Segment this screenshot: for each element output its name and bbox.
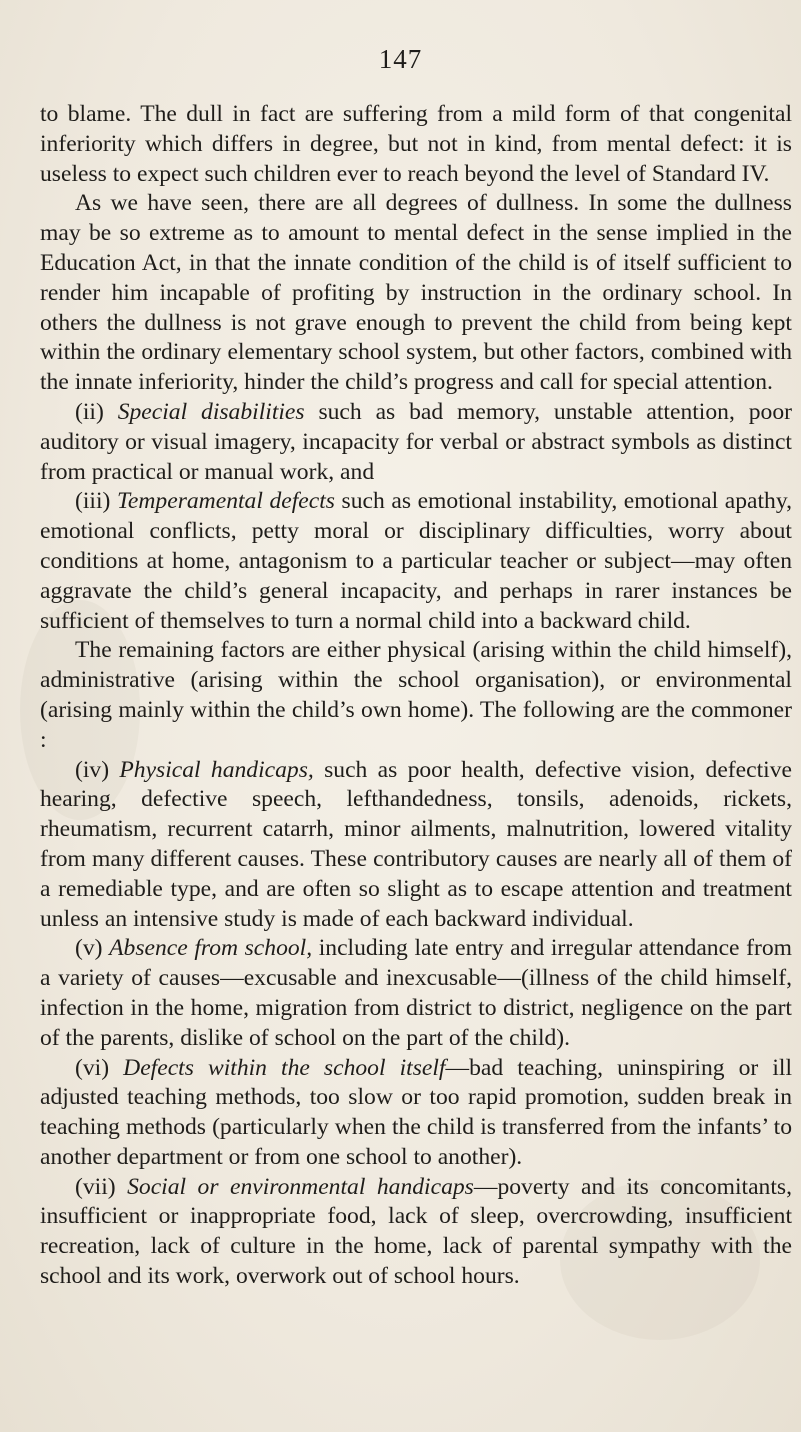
paragraph-special-disabilities (40, 398, 792, 487)
paragraph-dullness (40, 189, 792, 398)
paragraph-temperamental-defects (40, 487, 792, 636)
paragraph-text: such as bad memory, unstable attention, poor auditory or visual imagery, incapacity for verbal or abstract symbols as distinct from practical or manual work, and (40, 398, 792, 485)
item-label: (ii) (75, 398, 104, 425)
item-heading: Temperamental defects (116, 488, 335, 515)
item-label: (iii) (75, 488, 111, 515)
paragraph-text: such as emotional instability, emotional apathy, emotional conflicts, petty moral or disciplinary difficulties, worry about conditions at home, antagonism to a particular teacher or subject—may often aggravate the child’s general incapacity, and perhaps in rarer instances be sufficient of themselves to turn a normal child into a backward child. (40, 488, 792, 634)
item-heading: Physical handicaps, (119, 756, 314, 783)
paragraph-absence-from-school (40, 934, 792, 1053)
paragraph-text: such as poor health, defective vision, defective hearing, defective speech, lefthandedness, tonsils, adenoids, rickets, rheumatism, recurrent catarrh, minor ailments, malnutrition, lowered vitality from many different causes. These contributory causes are nearly all of them of a remediable type, and are often so slight as to escape attention and treatment unless an intensive study is made of each backward individual. (40, 756, 792, 932)
paragraph-text: —poverty and its concomitants, insufficient or inappropriate food, lack of sleep, overcrowding, insufficient recreation, lack of culture in the home, lack of parental sympathy with the school and its work, overwork out of school hours. (40, 1173, 792, 1290)
body-text (40, 100, 792, 1292)
item-heading: Social or environmental handicaps (127, 1173, 474, 1200)
item-label: (vii) (75, 1173, 116, 1200)
item-label: (v) (75, 935, 103, 962)
paragraph-text: The remaining factors are either physical (arising within the child himself), administrative (arising within the school organisation), or environmental (arising mainly within the child’s own home). The following are the commoner : (40, 637, 792, 753)
paragraph-text: —bad teaching, uninspiring or ill adjusted teaching methods, too slow or too rapid promotion, sudden break in teaching methods (particularly when the child is transferred from the infants’ to another department or from one school to another). (40, 1054, 793, 1170)
paragraph-text: including late entry and irregular attendance from a variety of causes—excusable and inexcusable—(illness of the child himself, infection in the home, migration from district to district, negligence on the part of the parents, dislike of school on the part of the child). (40, 935, 792, 1051)
page-number: 147 (378, 44, 423, 74)
item-heading: Absence from school, (109, 935, 313, 962)
paragraph-text: As we have seen, there are all degrees of dullness. In some the dullness may be so extreme as to amount to mental defect in the sense implied in the Education Act, in that the innate condition of the child is of itself sufficient to render him incapable of profiting by instruction in the ordinary school. In others the dullness is not grave enough to prevent the child from being kept within the ordinary elementary school system, but other factors, combined with the innate inferiority, hinder the child’s progress and call for special attention. (40, 190, 792, 396)
item-heading: Defects within the school itself (123, 1054, 446, 1081)
paragraph-remaining-factors (40, 636, 792, 755)
item-heading: Special disabilities (117, 398, 305, 425)
paragraph-social-handicaps (40, 1173, 792, 1292)
item-label: (iv) (75, 756, 110, 783)
paragraph-physical-handicaps (40, 756, 792, 935)
item-label: (vi) (75, 1054, 110, 1081)
paragraph-text: to blame. The dull in fact are suffering from a mild form of that congenital inferiority which differs in degree, but not in kind, from mental defect: it is useless to expect such children ever to reach beyond the level of Standard IV. (40, 101, 792, 187)
paragraph-continuation (40, 100, 792, 189)
paragraph-school-defects (40, 1054, 792, 1173)
